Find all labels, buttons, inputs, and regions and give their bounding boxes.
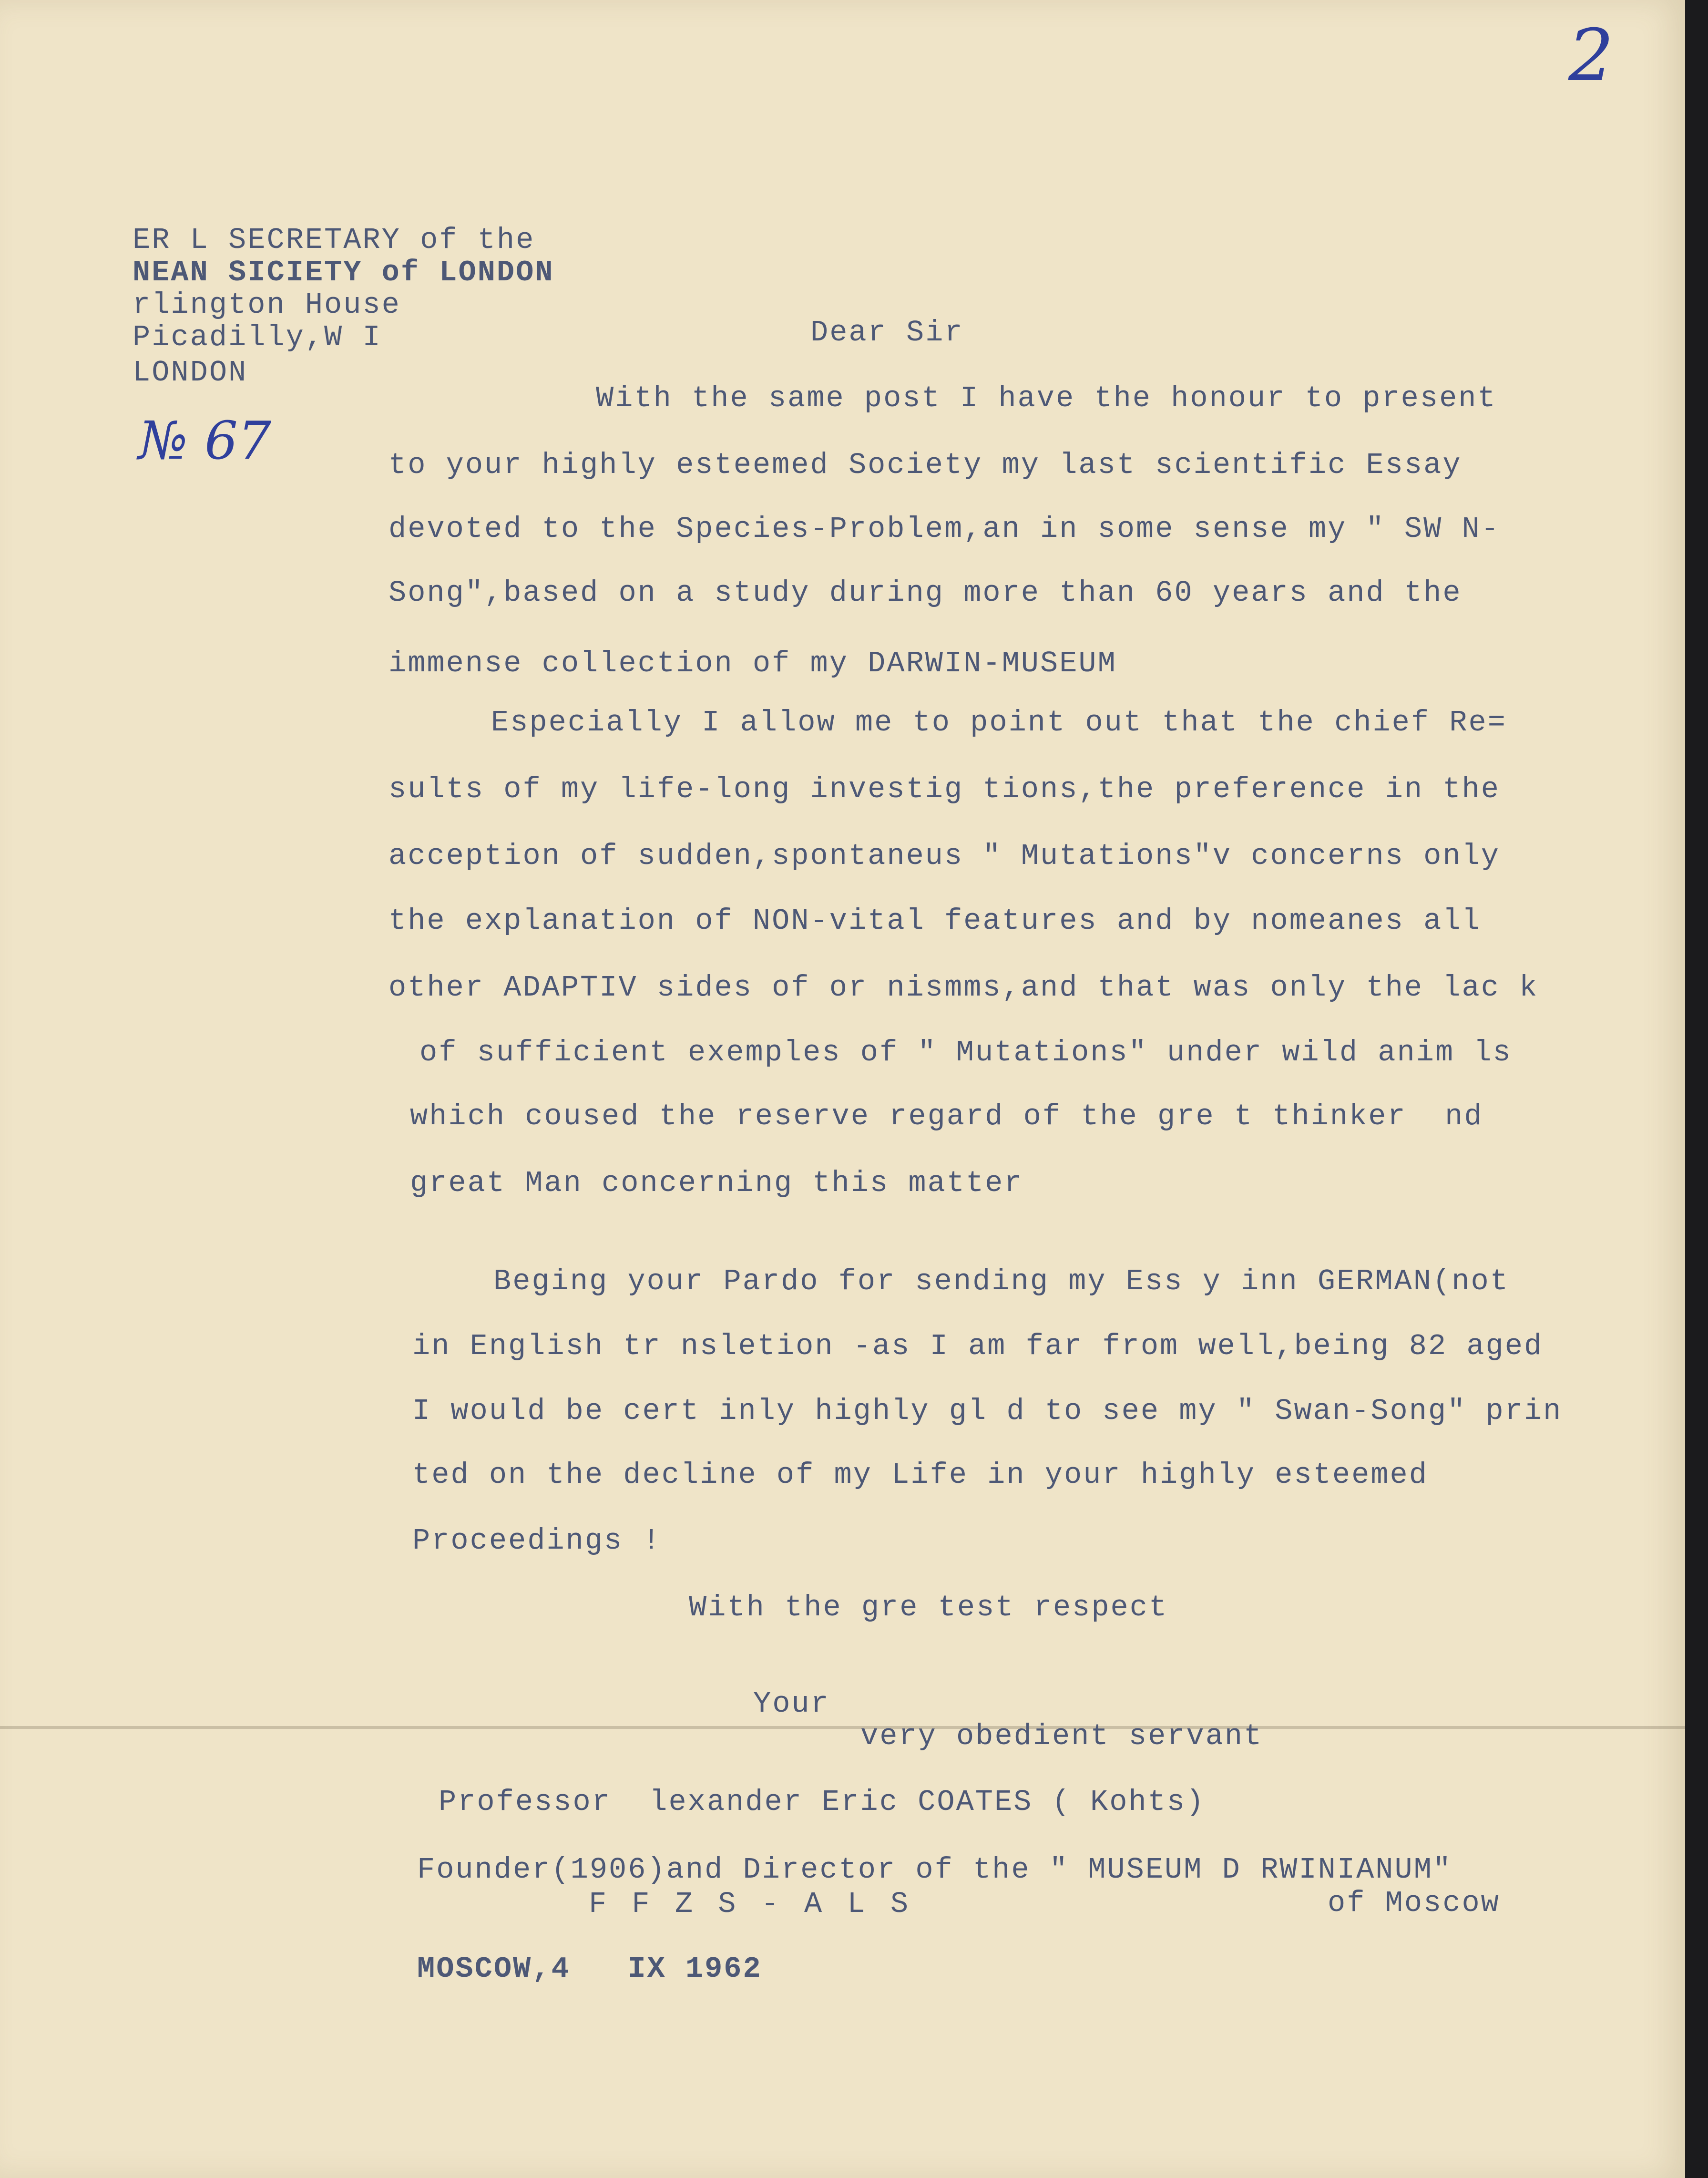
closing-servant: very obedient servant xyxy=(860,1719,1263,1753)
body-line: I would be cert inly highly gl d to see my " Swan-Song" prin xyxy=(412,1394,1563,1428)
signature-location: of Moscow xyxy=(1328,1886,1500,1920)
body-line: Proceedings ! xyxy=(412,1524,662,1558)
body-line: With the same post I have the honour to present xyxy=(596,381,1497,415)
body-line: immense collection of my DARWIN-MUSEUM xyxy=(389,647,1117,680)
address-line: Picadilly,W I xyxy=(133,320,382,354)
body-line: in English tr nsletion -as I am far from well,being 82 aged xyxy=(412,1329,1544,1363)
letter-date: MOSCOW,4 IX 1962 xyxy=(417,1952,762,1986)
body-line: devoted to the Species-Problem,an in some sense my " SW N- xyxy=(389,512,1500,546)
folio-mark: № 67 xyxy=(138,410,272,471)
body-line: ted on the decline of my Life in your highly esteemed xyxy=(412,1458,1428,1492)
body-line: to your highly esteemed Society my last scientific Essay xyxy=(389,448,1462,482)
page-number: 2 xyxy=(1568,14,1614,97)
address-line: LONDON xyxy=(133,356,248,390)
signature-name: Professor lexander Eric COATES ( Kohts) xyxy=(439,1785,1206,1819)
closing-line: With the gre test respect xyxy=(689,1591,1168,1624)
body-line: Song",based on a study during more than 60 years and the xyxy=(389,576,1462,610)
signature-title: Founder(1906)and Director of the " MUSEUM D RWINIANUM" xyxy=(417,1853,1452,1887)
body-line: the explanation of NON-vital features and by nomeanes all xyxy=(389,904,1481,938)
address-line: NEAN SICIETY of LONDON xyxy=(133,256,554,289)
body-line: other ADAPTIV sides of or nismms,and that was only the lac k xyxy=(389,971,1539,1005)
signature-credentials: F F Z S - A L S xyxy=(589,1887,912,1921)
address-line: rlington House xyxy=(133,288,401,322)
body-line: sults of my life-long investig tions,the preference in the xyxy=(389,772,1500,806)
body-line: Beging your Pardo for sending my Ess y inn GERMAN(not xyxy=(493,1264,1509,1298)
closing-your: Your xyxy=(753,1687,830,1721)
body-line: Especially I allow me to point out that the chief Re= xyxy=(491,706,1507,740)
body-line: great Man concerning this matter xyxy=(410,1166,1023,1200)
salutation: Dear Sir xyxy=(810,316,964,349)
body-line: acception of sudden,spontaneus " Mutations"v concerns only xyxy=(389,839,1500,873)
body-line: of sufficient exemples of " Mutations" under wild anim ls xyxy=(419,1036,1512,1069)
paper-fold-line xyxy=(0,1726,1685,1729)
address-line: ER L SECRETARY of the xyxy=(133,223,535,257)
body-line: which coused the reserve regard of the gre t thinker nd xyxy=(410,1099,1483,1133)
